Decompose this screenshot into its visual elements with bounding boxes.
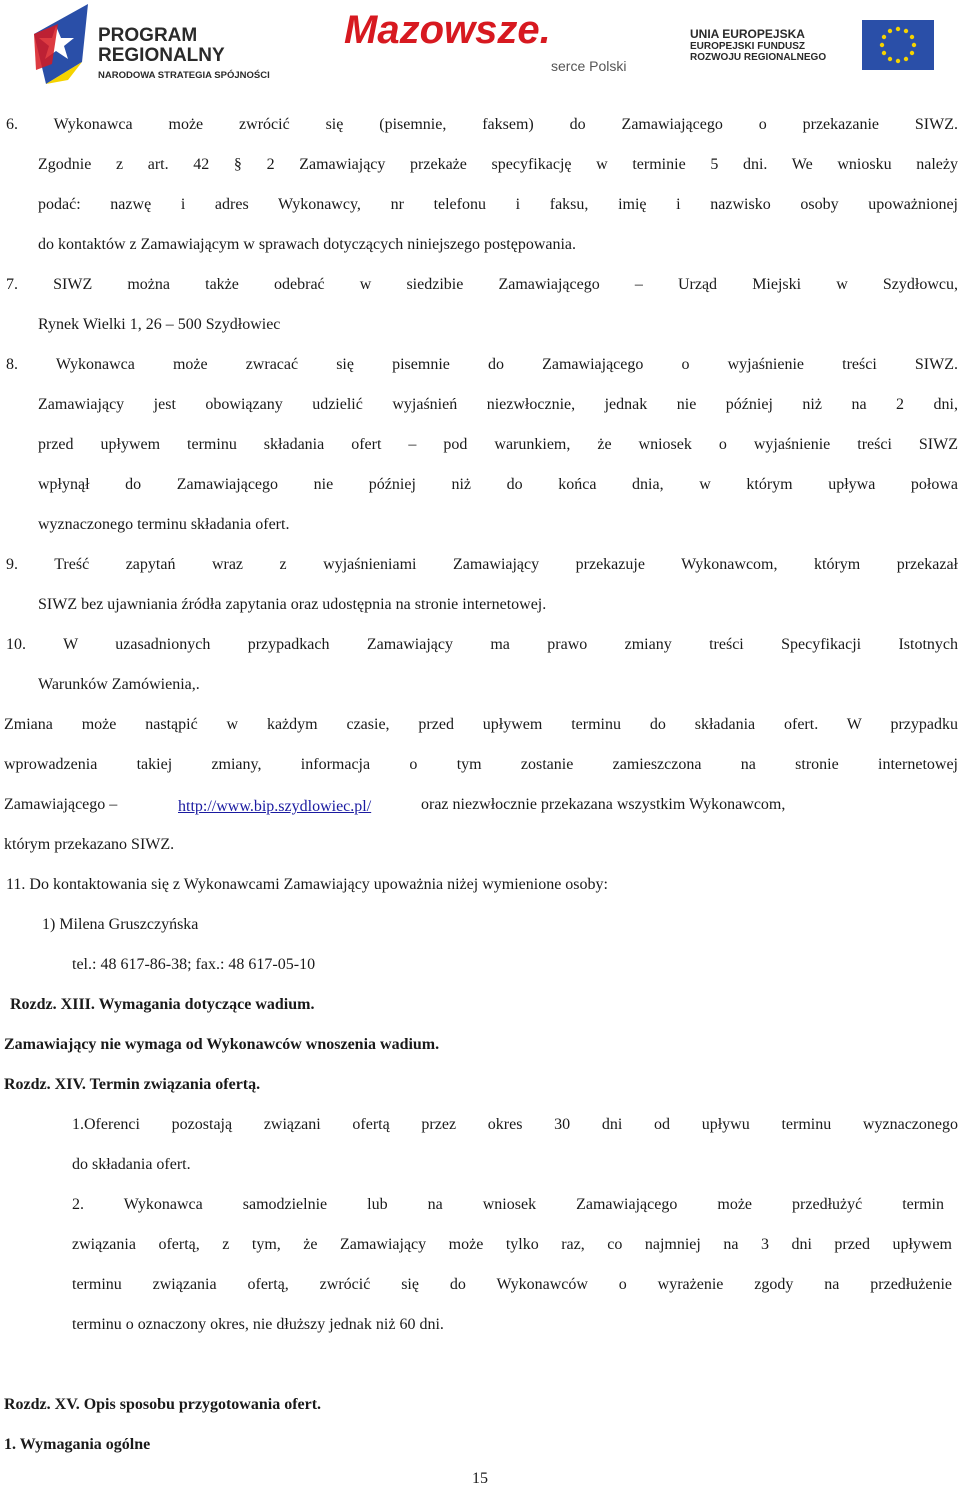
section-13-text: Zamawiający nie wymaga od Wykonawców wnoszenia wadium.: [4, 1036, 440, 1053]
program-regionalny-star-icon: [28, 4, 94, 84]
contact-person: 1) Milena Gruszczyńska: [42, 916, 199, 933]
bip-link[interactable]: http://www.bip.szydlowiec.pl/: [178, 798, 372, 815]
section-14-item-2-line-4: terminu o oznaczony okres, nie dłuższy jednak niż 60 dni.: [72, 1316, 444, 1333]
paragraph-6-line-2: Zgodnie z art. 42 § 2 Zamawiający przekaże specyfikację w terminie 5 dni. We wniosku należy: [38, 156, 958, 173]
section-14-item-1-line-2: do składania ofert.: [72, 1156, 191, 1173]
paragraph-10-line-1: 10. W uzasadnionych przypadkach Zamawiający ma prawo zmiany treści Specyfikacji Istotnych: [6, 636, 958, 653]
paragraph-6-line-1: 6. Wykonawca może zwrócić się (pisemnie, faksem) do Zamawiającego o przekazanie SIWZ.: [6, 116, 958, 133]
section-14-item-2-line-1: 2. Wykonawca samodzielnie lub na wniosek Zamawiającego może przedłużyć termin: [72, 1196, 944, 1213]
program-regionalny-logo: [28, 4, 308, 84]
paragraph-8-line-5: wyznaczonego terminu składania ofert.: [38, 516, 290, 533]
paragraph-8-line-2: Zamawiający jest obowiązany udzielić wyjaśnień niezwłocznie, jednak nie później niż na 2 dni,: [38, 396, 958, 413]
program-regionalny-subtitle: NARODOWA STRATEGIA SPÓJNOŚCI: [98, 70, 270, 81]
eu-text: UNIA EUROPEJSKA EUROPEJSKI FUNDUSZ ROZWOJU REGIONALNEGO: [690, 27, 827, 63]
section-14-item-2-line-2: związania ofertą, z tym, że Zamawiający może tylko raz, co najmniej na 3 dni przed upływem: [72, 1236, 952, 1253]
change-line-1: Zmiana może nastąpić w każdym czasie, przed upływem terminu do składania ofert. W przypadku: [4, 716, 958, 733]
mazowsze-name: Mazowsze.: [344, 8, 551, 52]
paragraph-8-line-1: 8. Wykonawca może zwracać się pisemnie do Zamawiającego o wyjaśnienie treści SIWZ.: [6, 356, 958, 373]
eu-logo: [690, 14, 950, 74]
contact-phone-fax: tel.: 48 617-86-38; fax.: 48 617-05-10: [72, 956, 316, 973]
page-number: 15: [472, 1470, 488, 1487]
change-line-2: wprowadzenia takiej zmiany, informacja o tym zostanie zamieszczona na stronie internetowej: [4, 756, 958, 773]
paragraph-9-line-2: SIWZ bez ujawniania źródła zapytania oraz udostępnia na stronie internetowej.: [38, 596, 547, 613]
paragraph-7-line-1: 7. SIWZ można także odebrać w siedzibie Zamawiającego – Urząd Miejski w Szydłowcu,: [6, 276, 958, 293]
section-14-item-2-line-3: terminu związania ofertą, zwrócić się do Wykonawców o wyrażenie zgody na przedłużenie: [72, 1276, 952, 1293]
paragraph-8-line-3: przed upływem terminu składania ofert – pod warunkiem, że wniosek o wyjaśnienie treści SIWZ: [38, 436, 958, 453]
paragraph-11-line-1: 11. Do kontaktowania się z Wykonawcami Zamawiający upoważnia niżej wymienione osoby:: [6, 876, 608, 893]
paragraph-10-line-2: Warunków Zamówienia,.: [38, 676, 200, 693]
section-14-item-1-line-1: 1.Oferenci pozostają związani ofertą przez okres 30 dni od upływu terminu wyznaczonego: [72, 1116, 958, 1133]
paragraph-7-line-2: Rynek Wielki 1, 26 – 500 Szydłowiec: [38, 316, 281, 333]
section-13-heading: Rozdz. XIII. Wymagania dotyczące wadium.: [10, 996, 315, 1013]
program-regionalny-title: PROGRAM REGIONALNY: [98, 25, 225, 66]
change-line-4: którym przekazano SIWZ.: [4, 836, 175, 853]
paragraph-9-line-1: 9. Treść zapytań wraz z wyjaśnieniami Zamawiający przekazuje Wykonawcom, którym przekazał: [6, 556, 958, 573]
paragraph-6-line-4: do kontaktów z Zamawiającym w sprawach dotyczących niniejszego postępowania.: [38, 236, 577, 253]
page-header: [0, 0, 960, 90]
eu-flag-icon: [862, 20, 934, 70]
section-15-item-1: 1. Wymagania ogólne: [4, 1436, 151, 1453]
mazowsze-tagline: serce Polski: [551, 58, 627, 74]
paragraph-8-line-4: wpłynął do Zamawiającego nie później niż do końca dnia, w którym upływa połowa: [38, 476, 958, 493]
section-15-heading: Rozdz. XV. Opis sposobu przygotowania ofert.: [4, 1396, 322, 1413]
mazowsze-logo: [344, 8, 644, 80]
change-line-3-start: Zamawiającego –: [4, 796, 118, 813]
section-14-heading: Rozdz. XIV. Termin związania ofertą.: [4, 1076, 261, 1093]
change-line-3-end: oraz niezwłocznie przekazana wszystkim Wykonawcom,: [421, 796, 786, 813]
paragraph-6-line-3: podać: nazwę i adres Wykonawcy, nr telefonu i faksu, imię i nazwisko osoby upoważnionej: [38, 196, 958, 213]
